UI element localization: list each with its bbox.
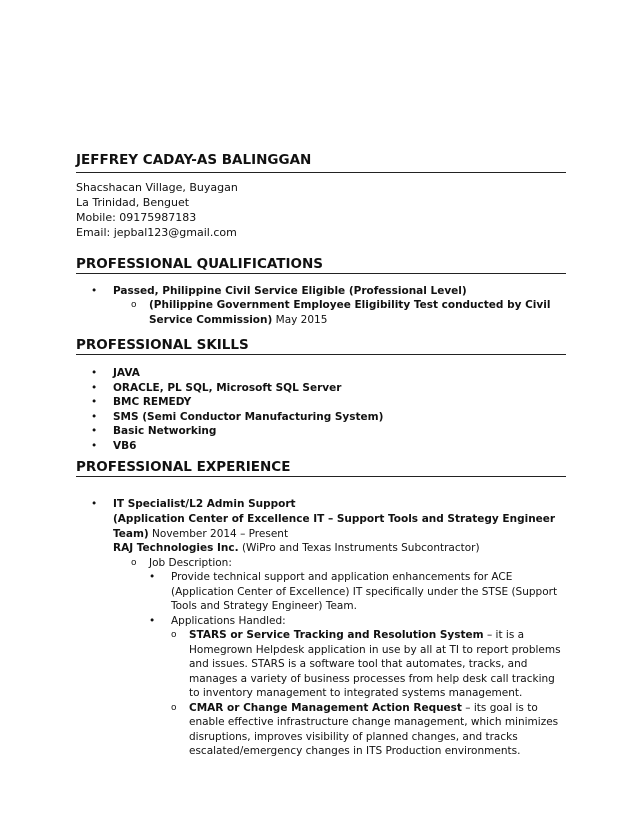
skills-heading: PROFESSIONAL SKILLS [76, 337, 249, 353]
stars-title: STARS or Service Tracking and Resolution System [189, 629, 484, 641]
bullet-icon: • [91, 367, 98, 379]
company-line [113, 541, 480, 556]
circle-bullet-icon: o [171, 630, 177, 640]
cmar-line: disruptions, improves visibility of planned changes, and tracks [189, 730, 518, 743]
mobile-line: Mobile: 09175987183 [76, 211, 197, 224]
qualification-sub-line-1: (Philippine Government Employee Eligibility Test conducted by Civil [149, 299, 551, 311]
stars-line: Homegrown Helpdesk application in use by all at TI to report problems [189, 643, 561, 656]
bullet-icon: • [91, 381, 98, 394]
stars-heading-line [189, 628, 524, 643]
cmar-line: escalated/emergency changes in ITS Production environments. [189, 745, 521, 757]
stars-line: to inventory management to integrated systems management. [189, 687, 523, 699]
bullet-icon: • [149, 571, 156, 583]
skill-item: BMC REMEDY [113, 396, 192, 408]
circle-bullet-icon: o [131, 557, 137, 568]
company-name: RAJ Technologies Inc. [113, 542, 239, 554]
circle-bullet-icon: o [131, 300, 137, 310]
bullet-icon: • [91, 425, 98, 437]
address-line-2: La Trinidad, Benguet [76, 196, 190, 209]
bullet-icon: • [91, 396, 98, 408]
skill-item: Basic Networking [113, 425, 217, 437]
name-underline [76, 172, 566, 173]
bullet-icon: • [91, 410, 98, 423]
address-line-1: Shacshacan Village, Buyagan [76, 181, 238, 194]
description-line: (Application Center of Excellence) IT specifically under the STSE (Support [171, 585, 558, 598]
department-line-2 [113, 527, 288, 542]
company-note: (WiPro and Texas Instruments Subcontractor) [238, 542, 480, 554]
contact-block [76, 180, 238, 240]
job-title: IT Specialist/L2 Admin Support [113, 498, 296, 510]
stars-line: and issues. STARS is a software tool that automates, tracks, and [189, 658, 528, 670]
candidate-name: JEFFREY CADAY-AS BALINGGAN [76, 152, 312, 168]
qualification-item: Passed, Philippine Civil Service Eligible (Professional Level) [113, 285, 467, 297]
bullet-icon: • [91, 498, 98, 510]
stars-intro: – it is a [483, 629, 525, 641]
description-line: Tools and Strategy Engineer) Team. [171, 600, 357, 612]
employment-dates: November 2014 – Present [148, 527, 289, 540]
skills-rule [76, 354, 566, 355]
qualification-sub-bold: Service Commission) [149, 314, 273, 326]
job-description-label: Job Description: [149, 556, 232, 569]
bullet-icon: • [91, 439, 98, 452]
skill-item: ORACLE, PL SQL, Microsoft SQL Server [113, 381, 342, 394]
experience-rule [76, 476, 566, 477]
cmar-heading-line [189, 701, 538, 716]
description-line: Provide technical support and application enhancements for ACE [171, 571, 513, 583]
bullet-icon: • [91, 285, 98, 297]
circle-bullet-icon: o [171, 702, 177, 713]
applications-label: Applications Handled: [171, 614, 286, 627]
skill-item: VB6 [113, 439, 137, 452]
cmar-intro: – its goal is to [461, 701, 538, 714]
qualifications-heading: PROFESSIONAL QUALIFICATIONS [76, 256, 323, 272]
skill-item: JAVA [113, 367, 140, 379]
department-line-1: (Application Center of Excellence IT – Support Tools and Strategy Engineer [113, 513, 556, 525]
department-team: Team) [113, 527, 149, 540]
qualification-sub-line-2 [149, 313, 327, 328]
cmar-line: enable effective infrastructure change management, which minimizes [189, 716, 559, 728]
cmar-title: CMAR or Change Management Action Request [189, 701, 462, 714]
qualification-date: May 2015 [272, 314, 328, 326]
qualifications-rule [76, 273, 566, 274]
email-line: Email: jepbal123@gmail.com [76, 226, 237, 239]
experience-heading: PROFESSIONAL EXPERIENCE [76, 459, 291, 475]
bullet-icon: • [149, 614, 156, 627]
stars-line: manages a variety of business processes from help desk call tracking [189, 672, 555, 685]
skill-item: SMS (Semi Conductor Manufacturing System) [113, 410, 384, 423]
